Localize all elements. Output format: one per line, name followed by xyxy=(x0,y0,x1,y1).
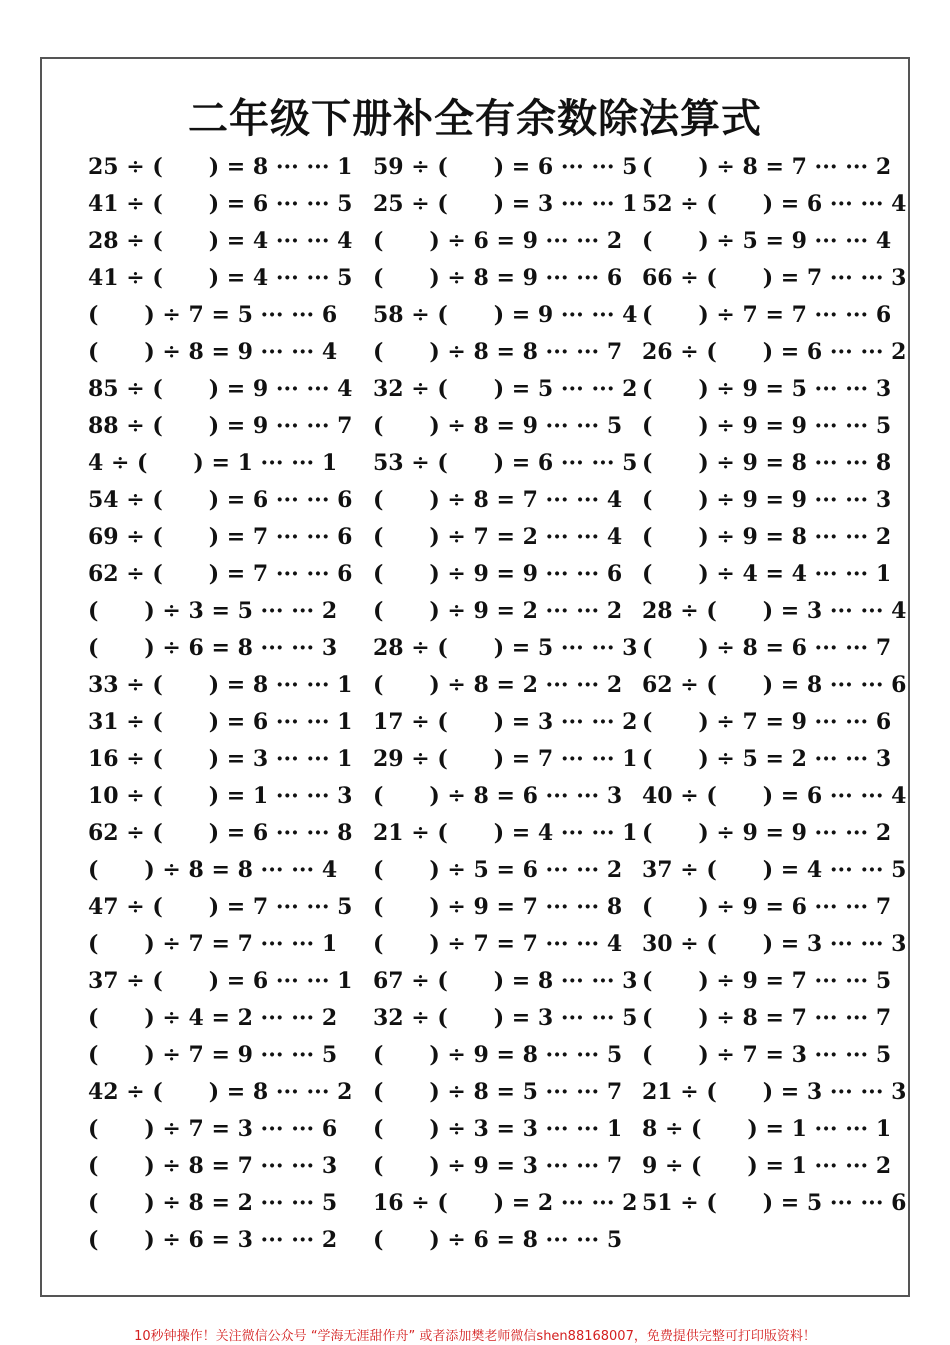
division-problem: ( ) ÷ 8 = 9 ··· ··· 4 xyxy=(88,339,338,365)
division-problem: ( ) ÷ 4 = 4 ··· ··· 1 xyxy=(642,561,892,587)
division-problem: ( ) ÷ 8 = 7 ··· ··· 4 xyxy=(373,487,623,513)
division-problem: ( ) ÷ 7 = 5 ··· ··· 6 xyxy=(88,302,338,328)
division-problem: ( ) ÷ 7 = 3 ··· ··· 5 xyxy=(642,1042,892,1068)
division-problem: 85 ÷ ( ) = 9 ··· ··· 4 xyxy=(88,376,353,402)
division-problem: ( ) ÷ 3 = 5 ··· ··· 2 xyxy=(88,598,338,624)
division-problem: 25 ÷ ( ) = 3 ··· ··· 1 xyxy=(373,191,638,217)
division-problem: 31 ÷ ( ) = 6 ··· ··· 1 xyxy=(88,709,353,735)
division-problem: 16 ÷ ( ) = 3 ··· ··· 1 xyxy=(88,746,353,772)
division-problem: ( ) ÷ 7 = 3 ··· ··· 6 xyxy=(88,1116,338,1142)
division-problem: ( ) ÷ 5 = 2 ··· ··· 3 xyxy=(642,746,892,772)
problem-column-1 xyxy=(88,149,352,1259)
division-problem: 42 ÷ ( ) = 8 ··· ··· 2 xyxy=(88,1079,353,1105)
division-problem: 62 ÷ ( ) = 8 ··· ··· 6 xyxy=(642,672,907,698)
division-problem: 21 ÷ ( ) = 4 ··· ··· 1 xyxy=(373,820,638,846)
division-problem: 9 ÷ ( ) = 1 ··· ··· 2 xyxy=(642,1153,892,1179)
division-problem: ( ) ÷ 9 = 9 ··· ··· 5 xyxy=(642,413,892,439)
division-problem: ( ) ÷ 7 = 7 ··· ··· 6 xyxy=(642,302,892,328)
division-problem: ( ) ÷ 9 = 8 ··· ··· 8 xyxy=(642,450,892,476)
division-problem: 28 ÷ ( ) = 3 ··· ··· 4 xyxy=(642,598,907,624)
division-problem: ( ) ÷ 9 = 7 ··· ··· 5 xyxy=(642,968,892,994)
division-problem: ( ) ÷ 9 = 3 ··· ··· 7 xyxy=(373,1153,623,1179)
division-problem: 40 ÷ ( ) = 6 ··· ··· 4 xyxy=(642,783,907,809)
division-problem: 41 ÷ ( ) = 4 ··· ··· 5 xyxy=(88,265,353,291)
division-problem: ( ) ÷ 4 = 2 ··· ··· 2 xyxy=(88,1005,338,1031)
worksheet xyxy=(40,57,910,1297)
division-problem: ( ) ÷ 8 = 6 ··· ··· 3 xyxy=(373,783,623,809)
division-problem: 66 ÷ ( ) = 7 ··· ··· 3 xyxy=(642,265,907,291)
division-problem: ( ) ÷ 6 = 8 ··· ··· 5 xyxy=(373,1227,623,1253)
division-problem: 67 ÷ ( ) = 8 ··· ··· 3 xyxy=(373,968,638,994)
division-problem: ( ) ÷ 9 = 7 ··· ··· 8 xyxy=(373,894,623,920)
division-problem: 59 ÷ ( ) = 6 ··· ··· 5 xyxy=(373,154,638,180)
division-problem: ( ) ÷ 5 = 9 ··· ··· 4 xyxy=(642,228,892,254)
division-problem: ( ) ÷ 9 = 9 ··· ··· 6 xyxy=(373,561,623,587)
division-problem: 88 ÷ ( ) = 9 ··· ··· 7 xyxy=(88,413,353,439)
division-problem: ( ) ÷ 9 = 9 ··· ··· 2 xyxy=(642,820,892,846)
division-problem: ( ) ÷ 6 = 3 ··· ··· 2 xyxy=(88,1227,338,1253)
division-problem: 21 ÷ ( ) = 3 ··· ··· 3 xyxy=(642,1079,907,1105)
division-problem: ( ) ÷ 9 = 8 ··· ··· 2 xyxy=(642,524,892,550)
division-problem: ( ) ÷ 7 = 7 ··· ··· 4 xyxy=(373,931,623,957)
division-problem: ( ) ÷ 8 = 8 ··· ··· 7 xyxy=(373,339,623,365)
division-problem: 28 ÷ ( ) = 4 ··· ··· 4 xyxy=(88,228,353,254)
division-problem: 25 ÷ ( ) = 8 ··· ··· 1 xyxy=(88,154,353,180)
division-problem: 28 ÷ ( ) = 5 ··· ··· 3 xyxy=(373,635,638,661)
division-problem: 53 ÷ ( ) = 6 ··· ··· 5 xyxy=(373,450,638,476)
division-problem: ( ) ÷ 8 = 2 ··· ··· 5 xyxy=(88,1190,338,1216)
division-problem: 62 ÷ ( ) = 7 ··· ··· 6 xyxy=(88,561,353,587)
problem-column-3 xyxy=(642,149,906,1222)
division-problem: ( ) ÷ 8 = 7 ··· ··· 7 xyxy=(642,1005,892,1031)
division-problem: 4 ÷ ( ) = 1 ··· ··· 1 xyxy=(88,450,338,476)
division-problem: ( ) ÷ 9 = 6 ··· ··· 7 xyxy=(642,894,892,920)
division-problem: ( ) ÷ 8 = 9 ··· ··· 5 xyxy=(373,413,623,439)
division-problem: 32 ÷ ( ) = 5 ··· ··· 2 xyxy=(373,376,638,402)
division-problem: ( ) ÷ 5 = 6 ··· ··· 2 xyxy=(373,857,623,883)
division-problem: 52 ÷ ( ) = 6 ··· ··· 4 xyxy=(642,191,907,217)
promo-footer: 10秒钟操作！关注微信公众号 “学海无涯甜作舟” 或者添加樊老师微信shen88168007，免费提供完整可打印版资料！ xyxy=(134,1329,816,1344)
division-problem: 37 ÷ ( ) = 4 ··· ··· 5 xyxy=(642,857,907,883)
division-problem: ( ) ÷ 8 = 8 ··· ··· 4 xyxy=(88,857,338,883)
division-problem: 69 ÷ ( ) = 7 ··· ··· 6 xyxy=(88,524,353,550)
division-problem: 41 ÷ ( ) = 6 ··· ··· 5 xyxy=(88,191,353,217)
division-problem: 62 ÷ ( ) = 6 ··· ··· 8 xyxy=(88,820,353,846)
division-problem: 58 ÷ ( ) = 9 ··· ··· 4 xyxy=(373,302,638,328)
division-problem: 33 ÷ ( ) = 8 ··· ··· 1 xyxy=(88,672,353,698)
division-problem: 26 ÷ ( ) = 6 ··· ··· 2 xyxy=(642,339,907,365)
division-problem: ( ) ÷ 9 = 8 ··· ··· 5 xyxy=(373,1042,623,1068)
division-problem: 51 ÷ ( ) = 5 ··· ··· 6 xyxy=(642,1190,907,1216)
division-problem: 8 ÷ ( ) = 1 ··· ··· 1 xyxy=(642,1116,892,1142)
division-problem: ( ) ÷ 9 = 5 ··· ··· 3 xyxy=(642,376,892,402)
division-problem: ( ) ÷ 8 = 7 ··· ··· 3 xyxy=(88,1153,338,1179)
division-problem: ( ) ÷ 8 = 7 ··· ··· 2 xyxy=(642,154,892,180)
division-problem: 47 ÷ ( ) = 7 ··· ··· 5 xyxy=(88,894,353,920)
division-problem: 17 ÷ ( ) = 3 ··· ··· 2 xyxy=(373,709,638,735)
division-problem: 16 ÷ ( ) = 2 ··· ··· 2 xyxy=(373,1190,638,1216)
division-problem: ( ) ÷ 7 = 9 ··· ··· 6 xyxy=(642,709,892,735)
division-problem: ( ) ÷ 9 = 2 ··· ··· 2 xyxy=(373,598,623,624)
division-problem: ( ) ÷ 8 = 5 ··· ··· 7 xyxy=(373,1079,623,1105)
division-problem: 32 ÷ ( ) = 3 ··· ··· 5 xyxy=(373,1005,638,1031)
division-problem: ( ) ÷ 6 = 9 ··· ··· 2 xyxy=(373,228,623,254)
division-problem: 30 ÷ ( ) = 3 ··· ··· 3 xyxy=(642,931,907,957)
division-problem: ( ) ÷ 8 = 6 ··· ··· 7 xyxy=(642,635,892,661)
division-problem: 10 ÷ ( ) = 1 ··· ··· 3 xyxy=(88,783,353,809)
division-problem: ( ) ÷ 7 = 2 ··· ··· 4 xyxy=(373,524,623,550)
division-problem: ( ) ÷ 3 = 3 ··· ··· 1 xyxy=(373,1116,623,1142)
division-problem: ( ) ÷ 8 = 2 ··· ··· 2 xyxy=(373,672,623,698)
division-problem: 37 ÷ ( ) = 6 ··· ··· 1 xyxy=(88,968,353,994)
division-problem: ( ) ÷ 7 = 9 ··· ··· 5 xyxy=(88,1042,338,1068)
division-problem: ( ) ÷ 9 = 9 ··· ··· 3 xyxy=(642,487,892,513)
division-problem: 54 ÷ ( ) = 6 ··· ··· 6 xyxy=(88,487,353,513)
division-problem: ( ) ÷ 8 = 9 ··· ··· 6 xyxy=(373,265,623,291)
division-problem: ( ) ÷ 6 = 8 ··· ··· 3 xyxy=(88,635,338,661)
problem-column-2 xyxy=(373,149,637,1259)
division-problem: 29 ÷ ( ) = 7 ··· ··· 1 xyxy=(373,746,638,772)
division-problem: ( ) ÷ 7 = 7 ··· ··· 1 xyxy=(88,931,338,957)
page-title: 二年级下册补全有余数除法算式 xyxy=(188,96,762,142)
